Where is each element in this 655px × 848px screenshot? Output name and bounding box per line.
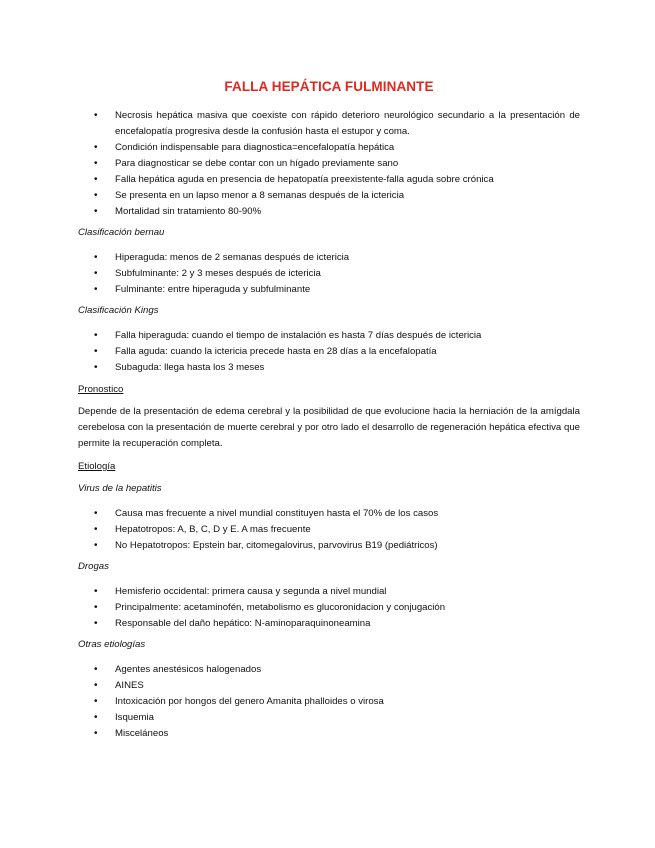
- list-item: • Mortalidad sin tratamiento 80-90%: [78, 204, 580, 220]
- list-item: • Condición indispensable para diagnostica=encefalopatía hepática: [78, 140, 580, 156]
- otras-heading: Otras etiologías: [78, 639, 146, 650]
- list-item: • Subaguda: llega hasta los 3 meses: [78, 360, 580, 376]
- list-item: • Principalmente: acetaminofén, metabolismo es glucoronidacion y conjugación: [78, 600, 580, 616]
- bernau-list: [78, 250, 580, 298]
- list-item: • Fulminante: entre hiperaguda y subfulminante: [78, 282, 580, 298]
- list-item: • Causa mas frecuente a nivel mundial constituyen hasta el 70% de los casos: [78, 506, 580, 522]
- list-item: • AINES: [78, 678, 580, 694]
- bernau-heading: Clasificación bernau: [78, 227, 165, 238]
- list-item: • Responsable del daño hepático: N-aminoparaquinoneamina: [78, 616, 580, 632]
- drogas-list: [78, 584, 580, 632]
- etiologia-heading: Etiología: [78, 461, 116, 472]
- list-item: • Necrosis hepática masiva que coexiste con rápido deterioro neurológico secundario a la presentación de encefalopatía progresiva desde la confusión hasta el estupor y coma.: [78, 108, 580, 140]
- document-title: FALLA HEPÁTICA FULMINANTE: [224, 79, 434, 94]
- list-item: • Misceláneos: [78, 726, 580, 742]
- list-item: • Se presenta en un lapso menor a 8 semanas después de la ictericia: [78, 188, 580, 204]
- virus-heading: Virus de la hepatitis: [78, 483, 162, 494]
- intro-list: [78, 108, 580, 220]
- list-item: • Hepatotropos: A, B, C, D y E. A mas frecuente: [78, 522, 580, 538]
- list-item: • Hemisferio occidental: primera causa y segunda a nivel mundial: [78, 584, 580, 600]
- kings-list: [78, 328, 580, 376]
- otras-list: [78, 662, 580, 742]
- list-item: • Para diagnosticar se debe contar con un hígado previamente sano: [78, 156, 580, 172]
- document-page: [78, 78, 580, 742]
- list-item: • Intoxicación por hongos del genero Amanita phalloides o virosa: [78, 694, 580, 710]
- kings-heading: Clasificación Kings: [78, 305, 159, 316]
- virus-list: [78, 506, 580, 554]
- list-item: • Subfulminante: 2 y 3 meses después de ictericia: [78, 266, 580, 282]
- drogas-heading: Drogas: [78, 561, 109, 572]
- list-item: • Isquemia: [78, 710, 580, 726]
- list-item: • Falla hiperaguda: cuando el tiempo de instalación es hasta 7 días después de ictericia: [78, 328, 580, 344]
- pronostico-paragraph: Depende de la presentación de edema cerebral y la posibilidad de que evolucione hacia la herniación de la amígdala cerebelosa con la presentación de muerte cerebral y por otro lado el desarrollo de regeneración hepática efectiva que permite la recuperación completa.: [78, 406, 580, 449]
- list-item: • No Hepatotropos: Epstein bar, citomegalovirus, parvovirus B19 (pediátricos): [78, 538, 580, 554]
- pronostico-heading: Pronostico: [78, 384, 124, 395]
- list-item: • Hiperaguda: menos de 2 semanas después de ictericia: [78, 250, 580, 266]
- list-item: • Falla hepática aguda en presencia de hepatopatía preexistente-falla aguda sobre crónica: [78, 172, 580, 188]
- list-item: • Agentes anestésicos halogenados: [78, 662, 580, 678]
- list-item: • Falla aguda: cuando la ictericia precede hasta en 28 días a la encefalopatía: [78, 344, 580, 360]
